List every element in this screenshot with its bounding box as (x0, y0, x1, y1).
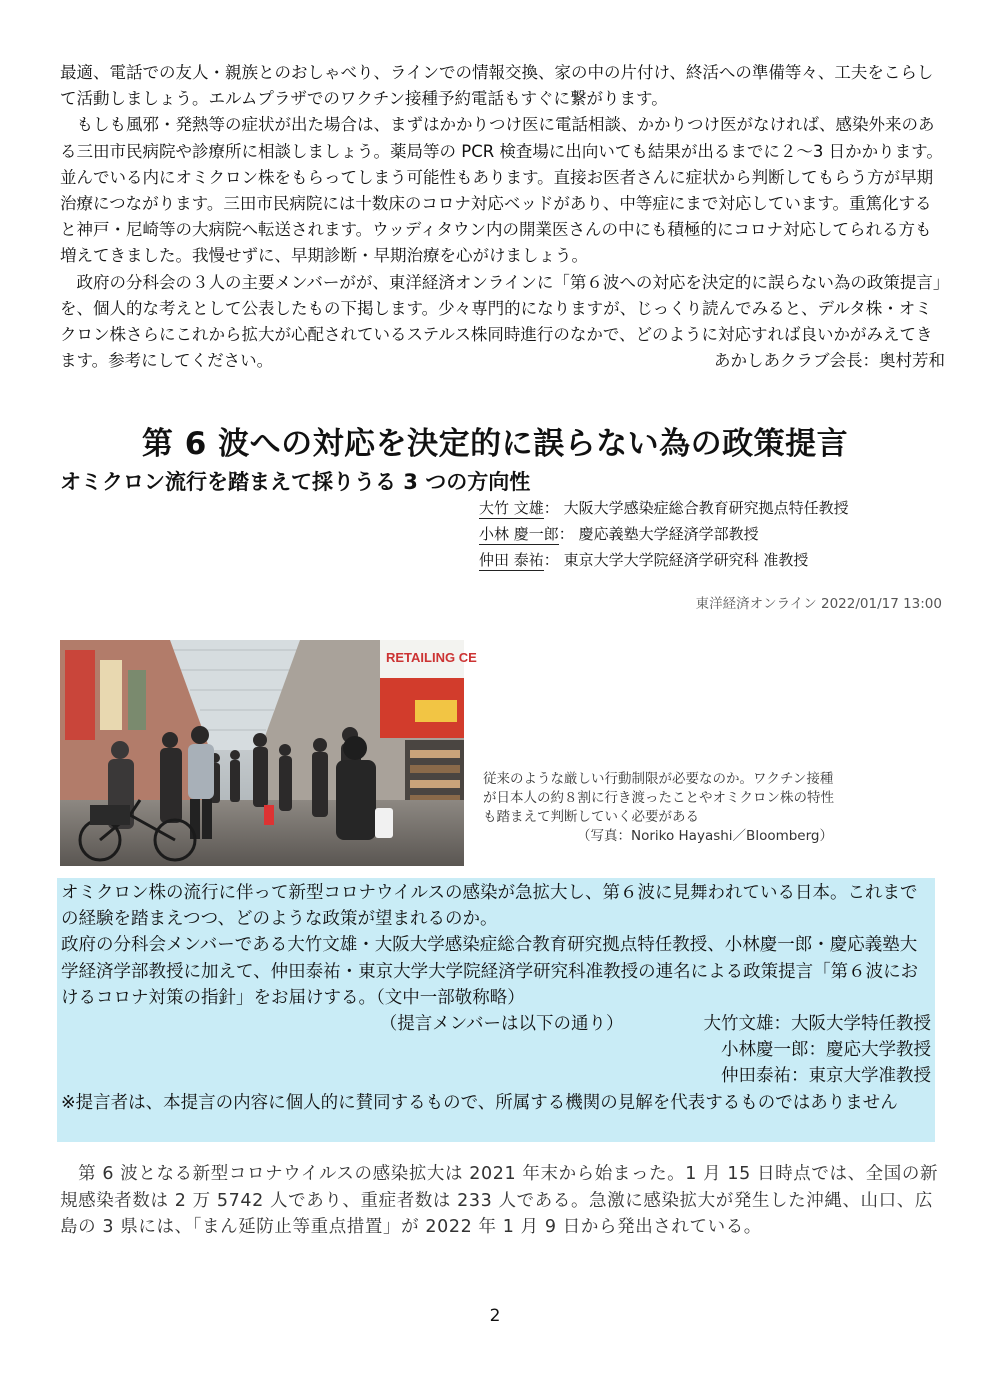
members-row (61, 1011, 931, 1037)
summary-paragraph-1: オミクロン株の流行に伴って新型コロナウイルスの感染が急拡大し、第６波に見舞われている日本。これまでの経験を踏まえつつ、どのような政策が望まれるのか。 (61, 883, 918, 930)
member-item: 大竹文雄：大阪大学特任教授 (703, 1014, 931, 1035)
author-row (479, 521, 849, 547)
signature: あかしあクラブ会長：奥村芳和 (714, 351, 945, 371)
author-row (479, 547, 849, 573)
author-list (479, 495, 849, 573)
article-source: 東洋経済オンライン 2022/01/17 13:00 (695, 596, 942, 612)
author-title: 慶応義塾大学経済学部教授 (578, 525, 759, 543)
article-subtitle: オミクロン流行を踏まえて採りうる 3 つの方向性 (60, 470, 531, 494)
member-item: 小林慶一郎：慶応大学教授 (721, 1040, 931, 1061)
author-name: 大竹 文雄 (479, 499, 544, 517)
photo-sign-text: RETAILING CE (386, 650, 477, 665)
photo-caption (483, 770, 843, 846)
intro-paragraph-1: 最適、電話での友人・親族とのおしゃべり、ラインでの情報交換、家の中の片付け、終活への準備等々、工夫をこらして活動しましょう。エルムプラザでのワクチン接種予約電話もすぐに繋がります。 (60, 63, 934, 109)
author-separator: ： (543, 499, 559, 517)
article-body-text: 第 6 波となる新型コロナウイルスの感染拡大は 2021 年末から始まった。1 月 15 日時点では、全国の新規感染者数は 2 万 5742 人であり、重症者数は 233 人である。急激に感染拡大が発生した沖縄、山口、広島の 3 県には、「まん延防止等重点措置」が 2022 年 1 月 9 日から発出されている。 (60, 1164, 939, 1237)
intro-paragraph-3-text: 政府の分科会の３人の主要メンバーがが、東洋経済オンラインに「第６波への対応を決定的に誤らない為の政策提言」を、個人的な考えとして公表したもの下掲します。少々専門的になりますが、じっくり読んでみると、デルタ株・オミクロン株さらにこれから拡大が心配されているステルス株同時進行のなかで、どのように対応すれば良いかがみえてきます。参考にしてください。 (60, 272, 942, 371)
photo-illustration (60, 640, 477, 866)
members-label: （提言メンバーは以下の通り） (379, 1014, 624, 1035)
intro-text (60, 60, 945, 374)
author-name: 仲田 泰祐 (479, 551, 544, 569)
caption-text: 従来のような厳しい行動制限が必要なのか。ワクチン接種が日本人の約８割に行き渡ったことやオミクロン株の特性も踏まえて判断していく必要がある (483, 771, 834, 825)
intro-paragraph-3 (60, 270, 945, 375)
summary-paragraph-2: 政府の分科会メンバーである大竹文雄・大阪大学感染症総合教育研究拠点特任教授、小林慶一郎・慶応義塾大学経済学部教授に加えて、仲田泰祐・東京大学大学院経済学研究科准教授の連名による政策提言「第６波におけるコロナ対策の指針」をお届けする。（文中一部敬称略） (61, 935, 919, 1008)
author-title: 大阪大学感染症総合教育研究拠点特任教授 (563, 499, 849, 517)
author-separator: ： (558, 525, 574, 543)
photo-credit: （写真：Noriko Hayashi／Bloomberg） (576, 828, 833, 844)
article-body-paragraph (60, 1161, 940, 1241)
author-title: 東京大学大学院経済学研究科 准教授 (563, 551, 809, 569)
shopping-street-photo (60, 640, 477, 866)
author-row (479, 495, 849, 521)
author-name: 小林 慶一郎 (479, 525, 559, 543)
author-separator: ： (543, 551, 559, 569)
member-item: 仲田泰祐：東京大学准教授 (721, 1066, 931, 1087)
article-title: 第 6 波への対応を決定的に誤らない為の政策提言 (141, 426, 849, 462)
intro-paragraph-2: もしも風邪・発熱等の症状が出た場合は、まずはかかりつけ医に電話相談、かかりつけ医がなければ、感染外来のある三田市民病院や診療所に相談しましょう。薬局等の PCR 検査場に出向いても結果が出るまでに２〜3 日かかります。並んでいる内にオミクロン株をもらってしまう可能性もあります。直接お医者さんに症状から判断してもらう方が早期治療につながります。三田市民病院には十数床のコロナ対応ベッドがあり、中等症にまで対応しています。重篤化すると神戸・尼崎等の大病院へ転送されます。ウッディタウン内の開業医さんの中にも積極的にコロナ対応してられる方も増えてきました。我慢せずに、早期診断・早期治療を心がけましょう。 (60, 115, 943, 266)
summary-box (57, 878, 935, 1142)
page-number: 2 (489, 1306, 501, 1326)
summary-note: ※提言者は、本提言の内容に個人的に賛同するもので、所属する機関の見解を代表するものではありません (61, 1092, 898, 1113)
